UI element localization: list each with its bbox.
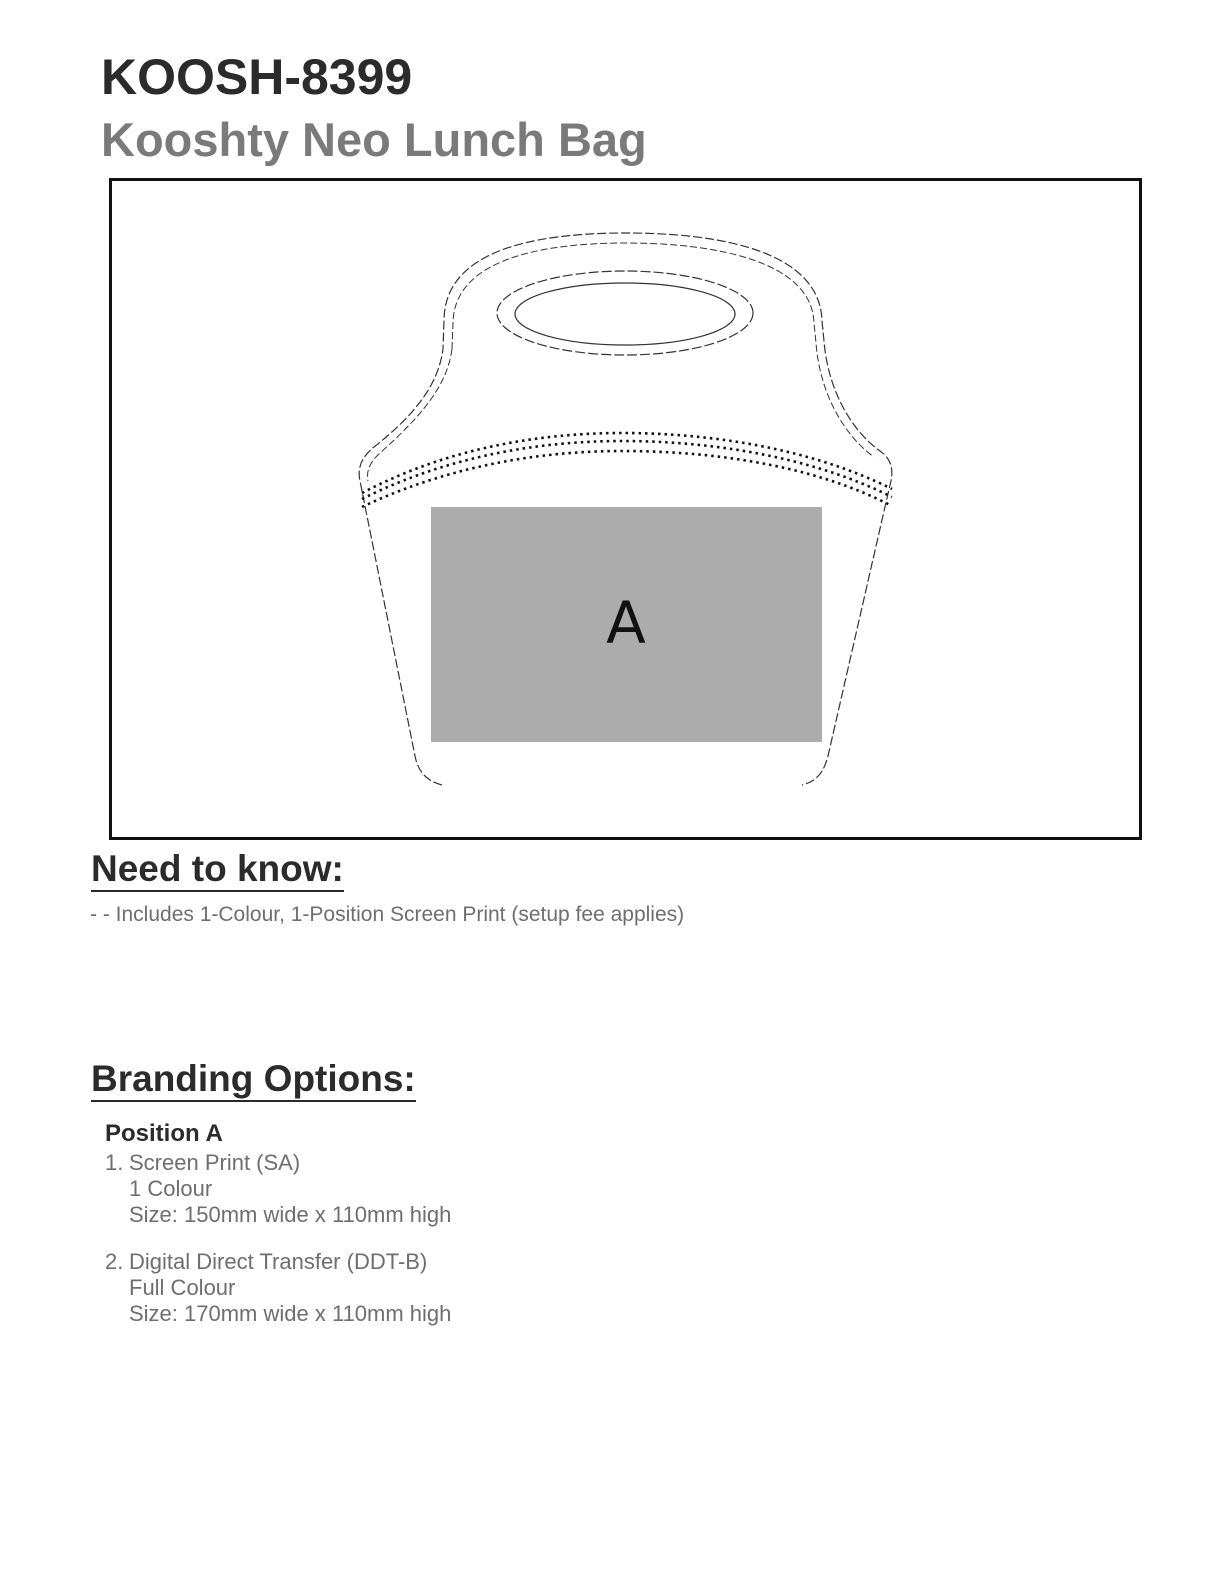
handle-hole-outer <box>497 271 753 355</box>
product-code: KOOSH-8399 <box>101 49 413 105</box>
option-colours: 1 Colour <box>129 1176 213 1201</box>
option-colours: Full Colour <box>129 1275 236 1300</box>
branding-options-heading: Branding Options: <box>91 1060 416 1102</box>
lunch-bag-drawing <box>112 181 1139 837</box>
option-number: 2. <box>105 1249 124 1274</box>
option-size: Size: 150mm wide x 110mm high <box>129 1202 452 1227</box>
need-to-know-item: - - Includes 1-Colour, 1-Position Screen Print (setup fee applies) <box>90 903 685 926</box>
option-method: Screen Print (SA) <box>129 1150 301 1175</box>
zip-seam-middle <box>362 441 892 499</box>
need-to-know-heading: Need to know: <box>91 850 344 892</box>
option-method: Digital Direct Transfer (DDT-B) <box>129 1249 428 1274</box>
handle-hole-inner <box>515 283 735 345</box>
option-size: Size: 170mm wide x 110mm high <box>129 1301 452 1326</box>
product-name: Kooshty Neo Lunch Bag <box>101 113 647 166</box>
print-area-label: A <box>606 589 646 657</box>
bag-outline-inner <box>452 243 874 457</box>
product-drawing-frame <box>109 178 1142 840</box>
option-number: 1. <box>105 1150 124 1175</box>
position-a-title: Position A <box>105 1120 223 1147</box>
